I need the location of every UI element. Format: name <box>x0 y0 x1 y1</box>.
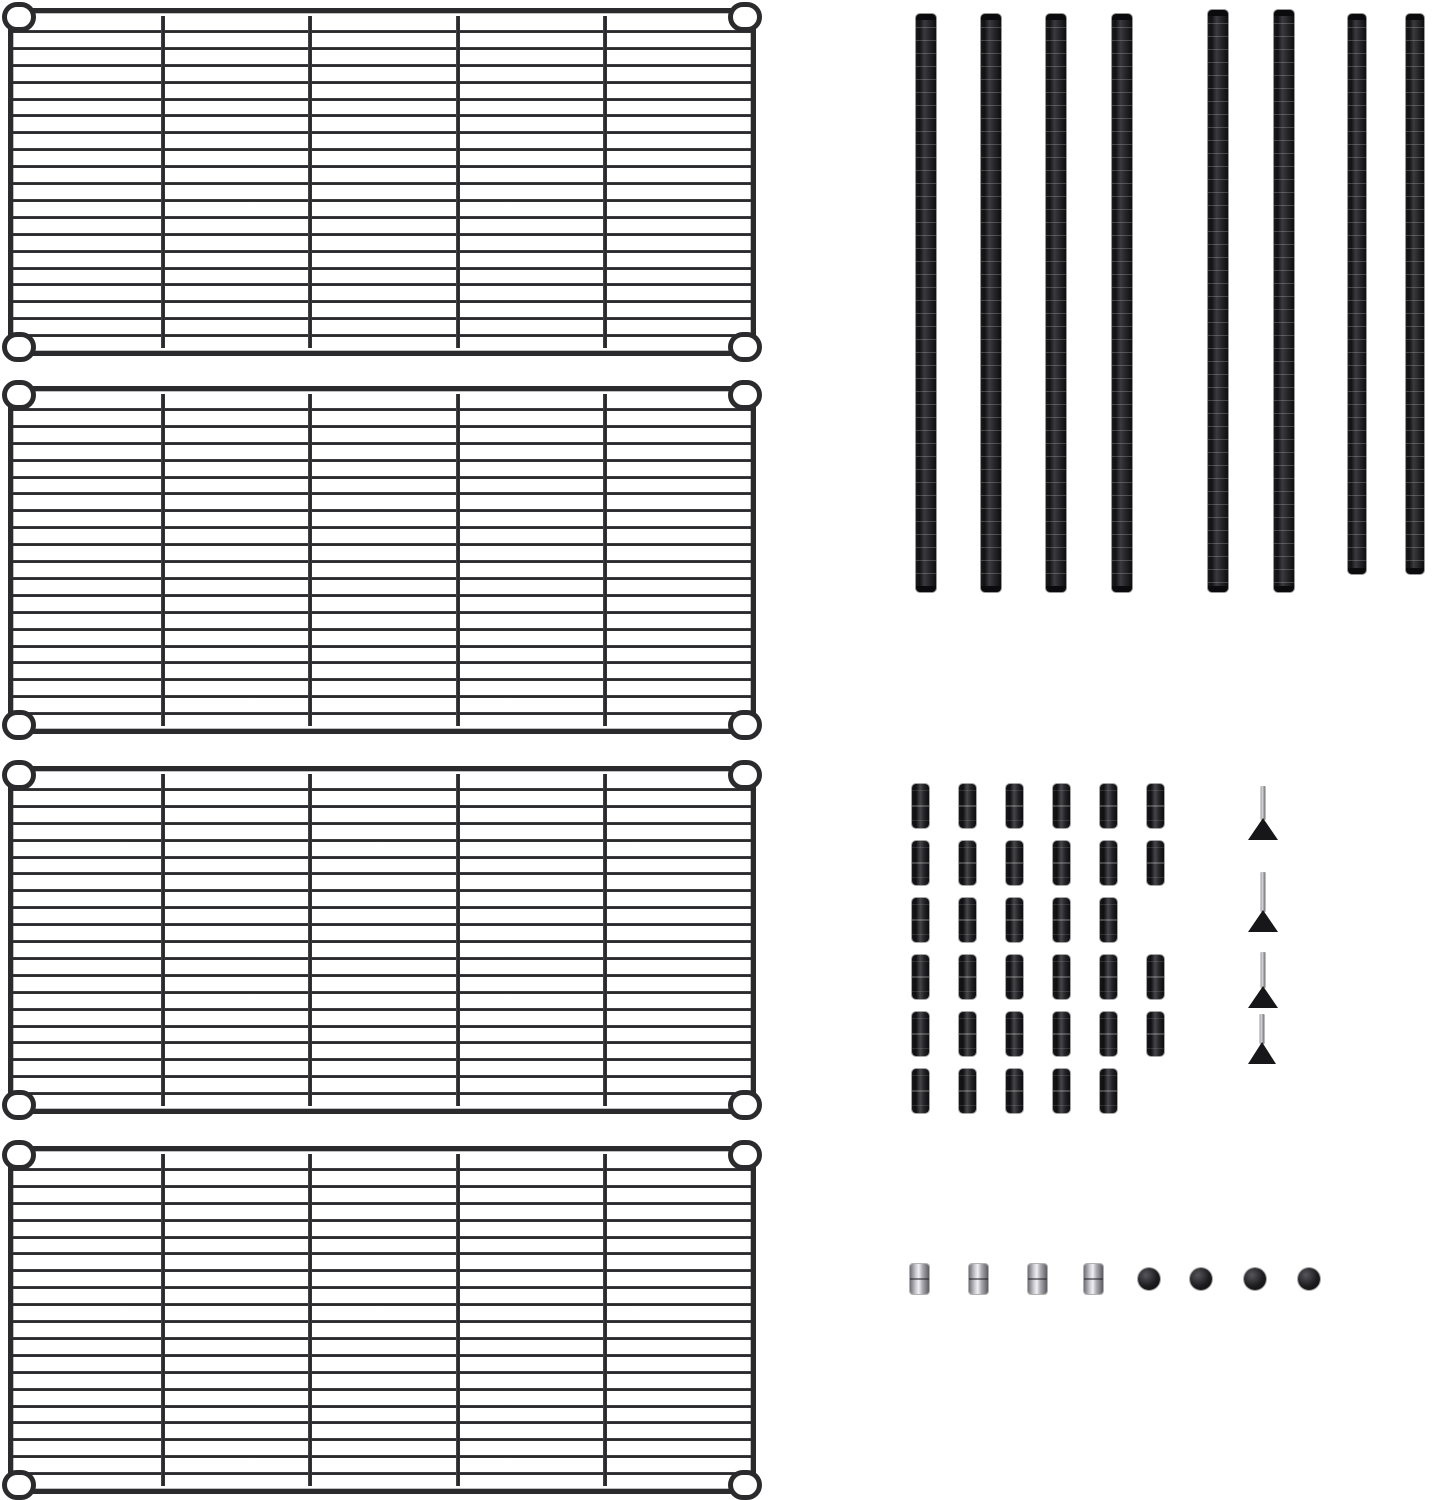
shelf-wire <box>13 974 751 977</box>
shelf-wire <box>13 1168 751 1171</box>
shelf-wire <box>13 839 751 842</box>
split-sleeve-clip <box>1006 898 1023 942</box>
pole-top-cap <box>981 14 1001 20</box>
shelf-wire <box>13 788 751 791</box>
pole-grooves <box>1348 14 1366 574</box>
split-sleeve-clip <box>912 1012 929 1056</box>
pole-grooves <box>1112 14 1132 592</box>
shelf-wire <box>13 957 751 960</box>
split-sleeve-clip <box>959 784 976 828</box>
shelf-cross-wire <box>161 1154 165 1486</box>
shelf-wire <box>13 661 751 664</box>
shelf-wire-grid <box>13 1151 751 1489</box>
pole-bottom-cap <box>981 586 1001 592</box>
shelf-wire <box>13 267 751 270</box>
shelf-wire <box>13 906 751 909</box>
split-sleeve-clip <box>959 841 976 885</box>
upright-pole <box>1046 14 1066 592</box>
split-sleeve-clip <box>1006 841 1023 885</box>
shelf-corner-sleeve <box>728 1090 762 1120</box>
shelf-wire <box>13 250 751 253</box>
shelf-wire <box>13 131 751 134</box>
shelf-wire <box>13 1371 751 1374</box>
shelf-wire <box>13 1219 751 1222</box>
shelf-wire <box>13 1058 751 1061</box>
shelf-wire <box>13 81 751 84</box>
shelf-cross-wire <box>308 394 312 726</box>
shelf-wire <box>13 1075 751 1078</box>
split-sleeve-clip <box>959 1012 976 1056</box>
shelf-corner-sleeve <box>728 332 762 362</box>
split-sleeve-clip <box>959 898 976 942</box>
shelf-corner-sleeve <box>728 380 762 410</box>
shelf-wire <box>13 712 751 715</box>
split-sleeve-clip <box>1006 784 1023 828</box>
pole-bottom-cap <box>1208 586 1228 592</box>
split-sleeve-clip <box>1147 1012 1164 1056</box>
split-sleeve-clip <box>1147 784 1164 828</box>
shelf-wire <box>13 408 751 411</box>
shelf-wire <box>13 543 751 546</box>
split-sleeve-clip <box>959 1069 976 1113</box>
pole-grooves <box>981 14 1001 592</box>
pole-top-cap <box>1274 10 1294 16</box>
wire-shelf-panel <box>8 1146 756 1494</box>
shelf-wire <box>13 991 751 994</box>
shelf-cross-wire <box>161 774 165 1106</box>
metal-sleeve-connector <box>910 1264 929 1294</box>
shelf-wire <box>13 425 751 428</box>
shelf-wire <box>13 148 751 151</box>
shelf-wire <box>13 1236 751 1239</box>
shelf-corner-sleeve <box>2 760 36 790</box>
shelf-wire <box>13 283 751 286</box>
leveling-foot <box>1248 786 1278 840</box>
shelf-wire <box>13 1405 751 1408</box>
black-end-cap <box>1298 1268 1320 1290</box>
split-sleeve-clip <box>1006 955 1023 999</box>
upright-pole <box>1274 10 1294 592</box>
shelf-wire <box>13 560 751 563</box>
pole-grooves <box>1046 14 1066 592</box>
split-sleeve-clip <box>1006 1012 1023 1056</box>
leveling-foot-stem <box>1261 786 1266 820</box>
shelf-cross-wire <box>308 16 312 348</box>
split-sleeve-clip <box>1100 955 1117 999</box>
split-sleeve-clip <box>1147 955 1164 999</box>
shelf-corner-sleeve <box>2 2 36 32</box>
shelf-cross-wire <box>456 1154 460 1486</box>
shelf-wire <box>13 64 751 67</box>
pole-bottom-cap <box>1112 586 1132 592</box>
shelf-wire <box>13 1303 751 1306</box>
shelf-cross-wire <box>603 394 607 726</box>
shelf-corner-sleeve <box>728 1140 762 1170</box>
split-sleeve-clip <box>912 955 929 999</box>
shelf-wire <box>13 1202 751 1205</box>
leveling-foot-stem <box>1260 1014 1265 1044</box>
black-end-cap <box>1244 1268 1266 1290</box>
shelf-wire-grid <box>13 13 751 351</box>
shelf-wire <box>13 1025 751 1028</box>
upright-pole <box>916 14 936 592</box>
leveling-foot-head <box>1248 986 1278 1008</box>
shelf-cross-wire <box>603 16 607 348</box>
leveling-foot-head <box>1248 818 1278 840</box>
shelf-wire <box>13 889 751 892</box>
shelf-wire <box>13 822 751 825</box>
pole-top-cap <box>1046 14 1066 20</box>
shelf-wire <box>13 594 751 597</box>
shelf-wire <box>13 459 751 462</box>
shelf-wire <box>13 442 751 445</box>
pole-top-cap <box>1112 14 1132 20</box>
shelf-wire <box>13 216 751 219</box>
shelf-cross-wire <box>161 16 165 348</box>
pole-top-cap <box>1208 10 1228 16</box>
leveling-foot-head <box>1248 910 1278 932</box>
shelf-wire <box>13 1320 751 1323</box>
shelf-cross-wire <box>161 394 165 726</box>
shelf-wire <box>13 1008 751 1011</box>
shelf-wire <box>13 1286 751 1289</box>
shelf-wire <box>13 1269 751 1272</box>
shelf-corner-sleeve <box>728 710 762 740</box>
shelf-wire <box>13 1421 751 1424</box>
metal-sleeve-connector <box>1084 1264 1103 1294</box>
upright-pole <box>1348 14 1366 574</box>
shelf-wire <box>13 628 751 631</box>
shelf-wire <box>13 182 751 185</box>
shelf-wire <box>13 805 751 808</box>
pole-top-cap <box>1348 14 1366 20</box>
leveling-foot <box>1248 952 1278 1008</box>
shelf-wire <box>13 872 751 875</box>
split-sleeve-clip <box>1053 841 1070 885</box>
shelf-corner-sleeve <box>2 1470 36 1500</box>
shelf-corner-sleeve <box>728 2 762 32</box>
split-sleeve-clip <box>1053 898 1070 942</box>
metal-sleeve-connector <box>969 1264 988 1294</box>
shelf-wire <box>13 98 751 101</box>
pole-grooves <box>1208 10 1228 592</box>
shelf-corner-sleeve <box>2 332 36 362</box>
pole-bottom-cap <box>1348 568 1366 574</box>
wire-shelf-panel <box>8 766 756 1114</box>
shelf-wire <box>13 1455 751 1458</box>
shelf-wire <box>13 1354 751 1357</box>
shelf-wire <box>13 1185 751 1188</box>
pole-grooves <box>1274 10 1294 592</box>
leveling-foot-stem <box>1261 952 1266 988</box>
split-sleeve-clip <box>959 955 976 999</box>
pole-top-cap <box>1406 14 1424 20</box>
shelf-wire <box>13 334 751 337</box>
split-sleeve-clip <box>1100 841 1117 885</box>
metal-sleeve-connector <box>1028 1264 1047 1294</box>
shelf-wire <box>13 1388 751 1391</box>
shelf-wire <box>13 114 751 117</box>
shelf-wire <box>13 1472 751 1475</box>
upright-pole <box>1406 14 1424 574</box>
wire-shelf-panel <box>8 386 756 734</box>
shelf-wire <box>13 1438 751 1441</box>
split-sleeve-clip <box>1006 1069 1023 1113</box>
shelf-wire <box>13 940 751 943</box>
split-sleeve-clip <box>1147 841 1164 885</box>
leveling-foot <box>1248 872 1278 932</box>
split-sleeve-clip <box>1053 1012 1070 1056</box>
shelf-corner-sleeve <box>2 710 36 740</box>
shelf-cross-wire <box>603 774 607 1106</box>
shelf-wire <box>13 476 751 479</box>
upright-pole <box>1112 14 1132 592</box>
pole-bottom-cap <box>1274 586 1294 592</box>
shelf-wire <box>13 1252 751 1255</box>
leveling-foot-head <box>1248 1042 1276 1064</box>
shelf-cross-wire <box>603 1154 607 1486</box>
shelf-wire <box>13 1337 751 1340</box>
upright-pole <box>1208 10 1228 592</box>
shelf-cross-wire <box>456 774 460 1106</box>
shelf-corner-sleeve <box>728 760 762 790</box>
shelf-cross-wire <box>308 1154 312 1486</box>
shelf-corner-sleeve <box>2 380 36 410</box>
split-sleeve-clip <box>1100 1069 1117 1113</box>
pole-grooves <box>1406 14 1424 574</box>
shelf-wire <box>13 233 751 236</box>
shelf-wire <box>13 492 751 495</box>
split-sleeve-clip <box>912 784 929 828</box>
shelf-wire <box>13 300 751 303</box>
shelf-corner-sleeve <box>2 1140 36 1170</box>
black-end-cap <box>1190 1268 1212 1290</box>
shelf-cross-wire <box>308 774 312 1106</box>
shelf-corner-sleeve <box>728 1470 762 1500</box>
split-sleeve-clip <box>912 898 929 942</box>
shelf-wire-grid <box>13 771 751 1109</box>
shelf-wire <box>13 1041 751 1044</box>
split-sleeve-clip <box>1053 1069 1070 1113</box>
shelf-wire <box>13 47 751 50</box>
shelf-wire <box>13 923 751 926</box>
split-sleeve-clip <box>912 1069 929 1113</box>
shelf-wire <box>13 199 751 202</box>
pole-bottom-cap <box>1406 568 1424 574</box>
split-sleeve-clip <box>1100 898 1117 942</box>
shelf-wire <box>13 645 751 648</box>
shelf-wire <box>13 1092 751 1095</box>
pole-top-cap <box>916 14 936 20</box>
shelf-wire <box>13 30 751 33</box>
black-end-cap <box>1138 1268 1160 1290</box>
pole-grooves <box>916 14 936 592</box>
shelf-wire <box>13 509 751 512</box>
shelf-cross-wire <box>456 16 460 348</box>
leveling-foot <box>1248 1014 1276 1064</box>
pole-bottom-cap <box>916 586 936 592</box>
upright-pole <box>981 14 1001 592</box>
split-sleeve-clip <box>912 841 929 885</box>
split-sleeve-clip <box>1053 955 1070 999</box>
shelf-wire <box>13 577 751 580</box>
shelf-wire <box>13 611 751 614</box>
split-sleeve-clip <box>1100 1012 1117 1056</box>
shelf-wire <box>13 165 751 168</box>
leveling-foot-stem <box>1261 872 1266 912</box>
pole-bottom-cap <box>1046 586 1066 592</box>
wire-shelf-panel <box>8 8 756 356</box>
shelf-corner-sleeve <box>2 1090 36 1120</box>
shelf-wire <box>13 317 751 320</box>
split-sleeve-clip <box>1053 784 1070 828</box>
shelf-wire-grid <box>13 391 751 729</box>
shelf-wire <box>13 678 751 681</box>
shelf-cross-wire <box>456 394 460 726</box>
split-sleeve-clip <box>1100 784 1117 828</box>
shelf-wire <box>13 526 751 529</box>
shelf-wire <box>13 856 751 859</box>
shelf-wire <box>13 695 751 698</box>
